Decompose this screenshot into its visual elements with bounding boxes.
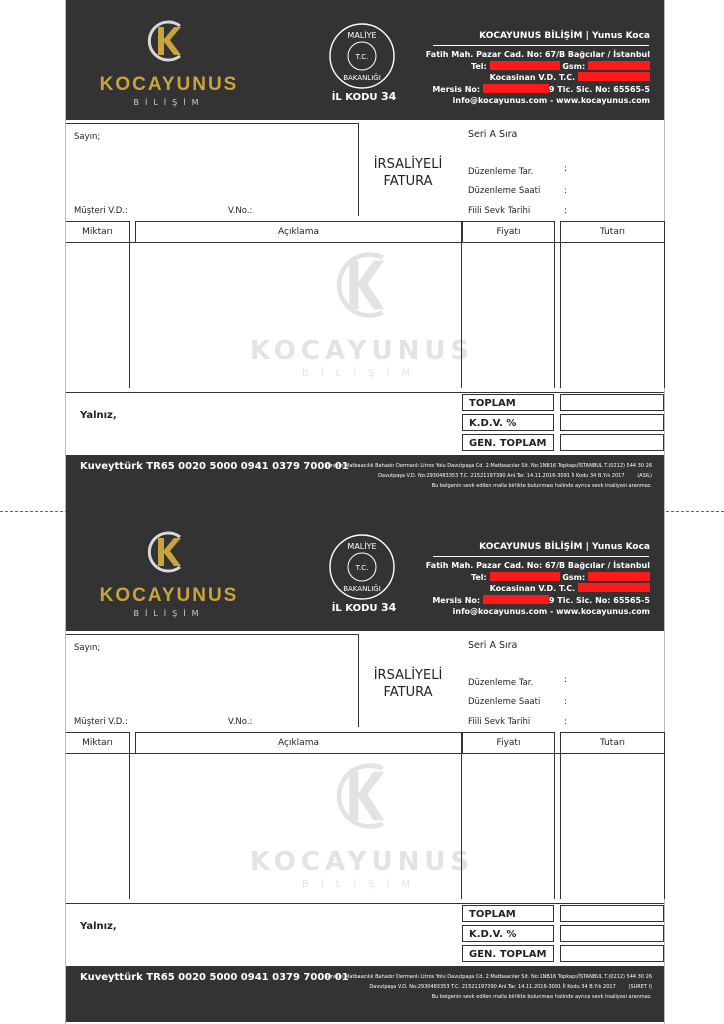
footer-band bbox=[66, 966, 664, 1022]
customer-tax-office-label: Müşteri V.D.: bbox=[74, 206, 128, 216]
toplam-value bbox=[560, 394, 664, 411]
firm-divider bbox=[433, 45, 649, 46]
firm-mersis-row: Mersis No: 9 Tic. Sic. No: 65565-5 bbox=[432, 85, 650, 94]
serial-label: Seri A Sıra bbox=[468, 129, 518, 140]
amount-column bbox=[560, 242, 665, 388]
firm-tax-row: Kocasinan V.D. T.C. bbox=[490, 72, 650, 82]
printer-info-1: Tanıtım Matbaacılık Bahadır Dermanlı Litros Yolu Davutpaşa Cd. 2.Matbaacılar Sit. No:1NB16 Topkapı/İSTANBUL T.(0212) 544 30 26 bbox=[325, 974, 652, 980]
customer-box bbox=[66, 634, 359, 727]
kdv-label: K.D.V. % bbox=[462, 414, 554, 431]
seal-top-text: MALİYE bbox=[347, 542, 377, 551]
document-title: İRSALİYELİ FATURA bbox=[373, 157, 443, 189]
header-price: Fiyatı bbox=[462, 732, 555, 753]
invoice-sheet-copy bbox=[66, 511, 664, 1022]
header-description: Açıklama bbox=[135, 732, 462, 753]
watermark-wordmark: KOCAYUNUS bbox=[249, 847, 475, 877]
firm-address: Fatih Mah. Pazar Cad. No: 67/B Bağcılar / İstanbul bbox=[425, 561, 650, 570]
seal-center-text: T.C. bbox=[355, 564, 369, 572]
issue-time-label: Düzenleme Saati bbox=[468, 186, 541, 196]
col-divider-1 bbox=[129, 242, 130, 388]
printer-info-2: Davutpaşa V.D. No:2930483353 T.C. 21521197390 Anl.Tar. 14.11.2016-3091 İl Kodu 34 B.Yılı 2017 (SURET I) bbox=[369, 984, 652, 990]
firm-phone-row: Tel: Gsm: bbox=[471, 572, 650, 582]
header-quantity: Miktarı bbox=[66, 221, 130, 242]
header-amount: Tutarı bbox=[560, 732, 665, 753]
logo-wordmark: KOCAYUNUS bbox=[99, 585, 239, 606]
gen-toplam-label: GEN. TOPLAM bbox=[462, 945, 554, 962]
customer-tax-no-label: V.No.: bbox=[228, 717, 253, 727]
toplam-label: TOPLAM bbox=[462, 905, 554, 922]
logo-wordmark: KOCAYUNUS bbox=[99, 74, 239, 95]
il-kodu: İL KODU 34 bbox=[331, 601, 397, 614]
shipping-note: Bu belgenin sevk edilen malla birlikte bulunması halinde ayrıca sevk irsaliyesi aranmaz. bbox=[431, 483, 652, 489]
ship-date-colon: : bbox=[564, 206, 568, 216]
firm-title: KOCAYUNUS BİLİŞİM | Yunus Koca bbox=[479, 31, 650, 41]
header-description: Açıklama bbox=[135, 221, 462, 242]
bank-iban: Kuveyttürk TR65 0020 5000 0941 0379 7000 01 bbox=[80, 972, 349, 983]
seal-bottom-text: BAKANLIĞI bbox=[343, 74, 381, 82]
issue-date-colon: : bbox=[564, 675, 568, 685]
firm-phone-row: Tel: Gsm: bbox=[471, 61, 650, 71]
gen-toplam-label: GEN. TOPLAM bbox=[462, 434, 554, 451]
seal-top-text: MALİYE bbox=[347, 31, 377, 40]
watermark-logo bbox=[228, 242, 496, 392]
ship-date-label: Fiili Sevk Tarihi bbox=[468, 206, 531, 216]
amount-column bbox=[560, 753, 665, 899]
watermark-wordmark: KOCAYUNUS bbox=[249, 336, 475, 366]
issue-time-label: Düzenleme Saati bbox=[468, 697, 541, 707]
col-divider-1 bbox=[129, 753, 130, 899]
yalniz-label: Yalnız, bbox=[80, 921, 117, 932]
issue-date-colon: : bbox=[564, 164, 568, 174]
kdv-value bbox=[560, 414, 664, 431]
issue-date-label: Düzenleme Tar. bbox=[468, 167, 534, 177]
ministry-seal-icon bbox=[328, 22, 396, 90]
firm-divider bbox=[433, 556, 649, 557]
shipping-note: Bu belgenin sevk edilen malla birlikte bulunması halinde ayrıca sevk irsaliyesi aranmaz. bbox=[431, 994, 652, 1000]
ship-date-label: Fiili Sevk Tarihi bbox=[468, 717, 531, 727]
issue-time-colon: : bbox=[564, 186, 568, 196]
header-amount: Tutarı bbox=[560, 221, 665, 242]
issue-time-colon: : bbox=[564, 697, 568, 707]
table-bottom-rule bbox=[66, 903, 664, 904]
customer-tax-office-label: Müşteri V.D.: bbox=[74, 717, 128, 727]
customer-tax-no-label: V.No.: bbox=[228, 206, 253, 216]
ministry-seal-icon bbox=[328, 533, 396, 601]
sayin-label: Sayın; bbox=[74, 643, 101, 653]
kocayunus-logo-icon bbox=[144, 18, 190, 64]
header-band bbox=[66, 0, 664, 120]
seal-center-text: T.C. bbox=[355, 53, 369, 61]
ship-date-colon: : bbox=[564, 717, 568, 727]
table-bottom-rule bbox=[66, 392, 664, 393]
seal-bottom-text: BAKANLIĞI bbox=[343, 585, 381, 593]
firm-web: info@kocayunus.com - www.kocayunus.com bbox=[452, 96, 650, 105]
kdv-label: K.D.V. % bbox=[462, 925, 554, 942]
gen-toplam-value bbox=[560, 434, 664, 451]
il-kodu: İL KODU 34 bbox=[331, 90, 397, 103]
kocayunus-logo-icon bbox=[144, 529, 190, 575]
logo-subtitle: BİLİŞİM bbox=[133, 609, 205, 618]
bank-iban: Kuveyttürk TR65 0020 5000 0941 0379 7000 01 bbox=[80, 461, 349, 472]
toplam-value bbox=[560, 905, 664, 922]
firm-tax-row: Kocasinan V.D. T.C. bbox=[490, 583, 650, 593]
serial-label: Seri A Sıra bbox=[468, 640, 518, 651]
kdv-value bbox=[560, 925, 664, 942]
footer-band bbox=[66, 455, 664, 511]
toplam-label: TOPLAM bbox=[462, 394, 554, 411]
sayin-label: Sayın; bbox=[74, 132, 101, 142]
firm-mersis-row: Mersis No: 9 Tic. Sic. No: 65565-5 bbox=[432, 596, 650, 605]
header-price: Fiyatı bbox=[462, 221, 555, 242]
invoice-sheet-original bbox=[66, 0, 664, 511]
watermark-subtitle: BİLİŞİM bbox=[301, 368, 423, 379]
printer-info-2: Davutpaşa V.D. No:2930483353 T.C. 21521197390 Anl.Tar. 14.11.2016-3091 İl Kodu 34 B.Yılı 2017 (ASIL) bbox=[378, 473, 652, 479]
header-band bbox=[66, 511, 664, 631]
customer-box bbox=[66, 123, 359, 216]
header-quantity: Miktarı bbox=[66, 732, 130, 753]
gen-toplam-value bbox=[560, 945, 664, 962]
firm-title: KOCAYUNUS BİLİŞİM | Yunus Koca bbox=[479, 542, 650, 552]
watermark-subtitle: BİLİŞİM bbox=[301, 879, 423, 890]
issue-date-label: Düzenleme Tar. bbox=[468, 678, 534, 688]
document-title: İRSALİYELİ FATURA bbox=[373, 668, 443, 700]
firm-address: Fatih Mah. Pazar Cad. No: 67/B Bağcılar / İstanbul bbox=[425, 50, 650, 59]
yalniz-label: Yalnız, bbox=[80, 410, 117, 421]
firm-web: info@kocayunus.com - www.kocayunus.com bbox=[452, 607, 650, 616]
logo-subtitle: BİLİŞİM bbox=[133, 98, 205, 107]
watermark-logo bbox=[228, 753, 496, 903]
printer-info-1: Tanıtım Matbaacılık Bahadır Dermanlı Litros Yolu Davutpaşa Cd. 2.Matbaacılar Sit. No:1NB16 Topkapı/İSTANBUL T.(0212) 544 30 26 bbox=[325, 463, 652, 469]
